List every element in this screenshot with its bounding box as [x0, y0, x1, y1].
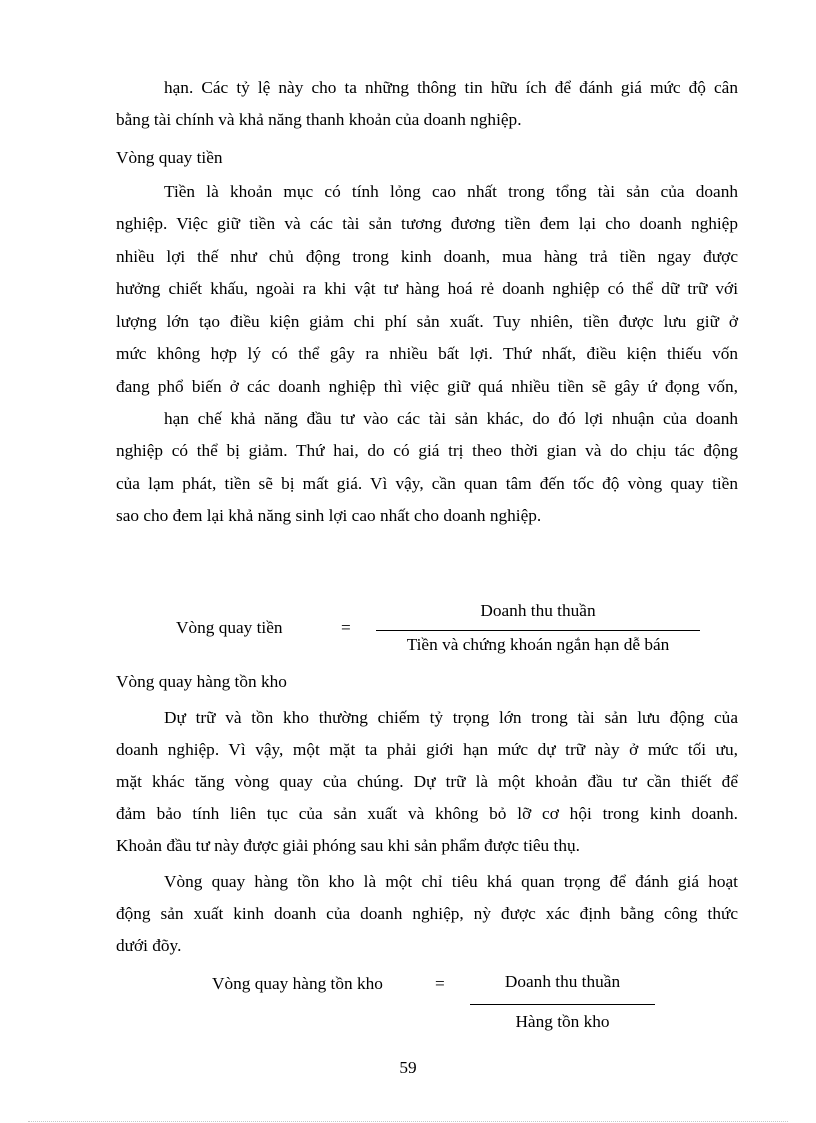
- text-line: bằng tài chính và khả năng thanh khoản của doanh nghiệp.: [116, 110, 522, 129]
- section-heading: Vòng quay tiền: [116, 148, 223, 167]
- text-line: Vòng quay hàng tồn kho là một chỉ tiêu khá quan trọng để đánh giá hoạt: [164, 872, 738, 891]
- text-line: của lạm phát, tiền sẽ bị mất giá. Vì vậy, cần quan tâm đến tốc độ vòng quay tiền: [116, 474, 738, 493]
- text-line: động sản xuất kinh doanh của doanh nghiệp, nỳ được xác định bằng công thức: [116, 904, 738, 923]
- text-line: Khoản đầu tư này được giải phóng sau khi sản phẩm được tiêu thụ.: [116, 836, 580, 855]
- fraction-bar: [470, 1004, 655, 1005]
- text-line: hạn chế khả năng đầu tư vào các tài sản khác, do đó lợi nhuận của doanh: [164, 409, 738, 428]
- formula-numerator: Doanh thu thuần: [480, 601, 596, 620]
- formula-label: Vòng quay hàng tồn kho: [212, 974, 383, 993]
- fraction-bar: [376, 630, 700, 631]
- text-line: hạn. Các tỷ lệ này cho ta những thông tin hữu ích để đánh giá mức độ cân: [164, 78, 738, 97]
- text-line: lượng lớn tạo điều kiện giảm chi phí sản xuất. Tuy nhiên, tiền được lưu giữ ở: [116, 312, 738, 331]
- section-heading: Vòng quay hàng tồn kho: [116, 672, 287, 691]
- formula-numerator: Doanh thu thuần: [504, 972, 621, 991]
- formula-denominator: Hàng tồn kho: [515, 1012, 610, 1031]
- text-line: Tiền là khoản mục có tính lỏng cao nhất trong tổng tài sản của doanh: [164, 182, 738, 201]
- formula-equals: =: [435, 974, 445, 993]
- text-line: mặt khác tăng vòng quay của chúng. Dự trữ là một khoản đầu tư cần thiết để: [116, 772, 738, 791]
- formula-equals: =: [341, 618, 351, 637]
- text-line: nghiệp có thể bị giảm. Thứ hai, do có giá trị theo thời gian và do chịu tác động: [116, 441, 738, 460]
- page-bottom-border: [28, 1121, 788, 1122]
- page-number: 59: [399, 1058, 417, 1077]
- text-line: đang phổ biến ở các doanh nghiệp thì việc giữ quá nhiều tiền sẽ gây ứ đọng vốn,: [116, 377, 738, 396]
- formula-label: Vòng quay tiền: [176, 618, 283, 637]
- formula-denominator: Tiền và chứng khoán ngắn hạn dễ bán: [406, 635, 670, 654]
- text-line: dưới đõy.: [116, 936, 182, 955]
- text-line: đảm bảo tính liên tục của sản xuất và không bỏ lỡ cơ hội trong kinh doanh.: [116, 804, 738, 823]
- text-line: Dự trữ và tồn kho thường chiếm tỷ trọng lớn trong tài sản lưu động của: [164, 708, 738, 727]
- text-line: sao cho đem lại khả năng sinh lợi cao nhất cho doanh nghiệp.: [116, 506, 542, 525]
- text-line: nhiều lợi thế như chủ động trong kinh doanh, mua hàng trả tiền ngay được: [116, 247, 738, 266]
- text-line: doanh nghiệp. Vì vậy, một mặt ta phải giới hạn mức dự trữ này ở mức tối ưu,: [116, 740, 738, 759]
- text-line: nghiệp. Việc giữ tiền và các tài sản tương đương tiền đem lại cho doanh nghiệp: [116, 214, 738, 233]
- text-line: hưởng chiết khấu, ngoài ra khi vật tư hàng hoá rẻ doanh nghiệp có thể dữ trữ với: [116, 279, 738, 298]
- text-line: mức không hợp lý có thể gây ra nhiều bất lợi. Thứ nhất, điều kiện thiếu vốn: [116, 344, 738, 363]
